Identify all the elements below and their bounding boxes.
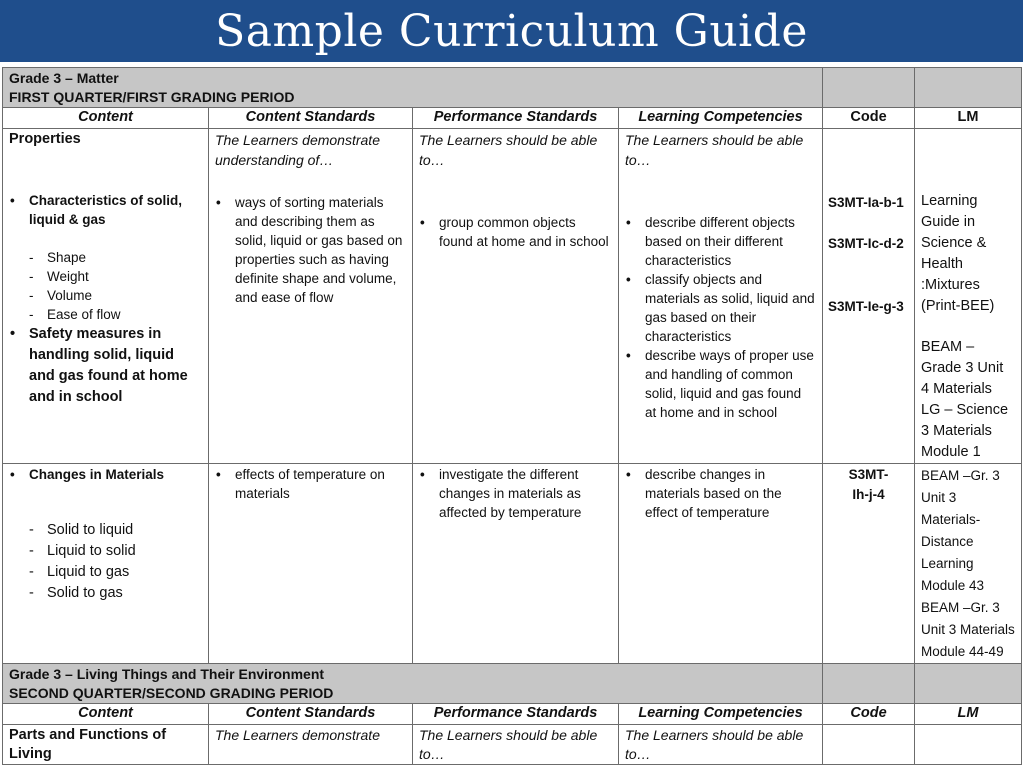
- properties-lc-intro: The Learners should be able to…: [625, 132, 804, 168]
- header-code: Code: [823, 108, 915, 129]
- sub-item-ease-of-flow: - Ease of flow: [29, 305, 202, 324]
- section1-header-row: [3, 108, 1022, 129]
- properties-bullet-safety: • Safety measures in handling solid, liquid and gas found at home and in school: [9, 324, 202, 408]
- code-ia-b-1: S3MT-Ia-b-1: [828, 195, 904, 210]
- page-title: Sample Curriculum Guide: [215, 5, 808, 57]
- properties-ps-item: • group common objects found at home and in school: [419, 213, 612, 251]
- properties-lm-1: Learning Guide in Science & Health :Mixtures (Print-BEE): [921, 193, 995, 314]
- changes-cs-item: • effects of temperature on materials: [215, 465, 406, 503]
- section2-grade-code-cell: [823, 664, 915, 704]
- properties-cs-intro: The Learners demonstrate understanding of…: [215, 132, 380, 168]
- changes-sub-list: [9, 520, 202, 604]
- header2-learning-competencies: Learning Competencies: [619, 704, 823, 725]
- header-performance-standards: Performance Standards: [413, 108, 619, 129]
- properties-cs-item: • ways of sorting materials and describing them as solid, liquid or gas based on properties such as having definite shape and volume, and ease of flow: [215, 193, 406, 307]
- section2-content-cell: Parts and Functions of Living: [3, 725, 209, 765]
- header-content: Content: [3, 108, 209, 129]
- header2-content: Content: [3, 704, 209, 725]
- section1-grade-cell: [3, 68, 823, 108]
- properties-title: Properties: [9, 131, 81, 147]
- changes-lm-cell: [915, 464, 1022, 664]
- header2-content-standards: Content Standards: [209, 704, 413, 725]
- sub-item-shape: - Shape: [29, 248, 202, 267]
- curriculum-table: [2, 67, 1022, 765]
- properties-content-cell: [3, 129, 209, 464]
- changes-cs-cell: [209, 464, 413, 664]
- properties-ps-cell: [413, 129, 619, 464]
- changes-content-cell: [3, 464, 209, 664]
- header-content-standards: Content Standards: [209, 108, 413, 129]
- section2-grade-lm-cell: [915, 664, 1022, 704]
- header2-performance-standards: Performance Standards: [413, 704, 619, 725]
- properties-sub-list: [9, 248, 202, 324]
- changes-bullet: • Changes in Materials: [9, 465, 202, 484]
- section2-lm-cell: [915, 725, 1022, 765]
- changes-lm-1: BEAM –Gr. 3 Unit 3 Materials-Distance Learning Module 43: [921, 468, 1000, 593]
- section1-grade: Grade 3 – Matter: [9, 70, 119, 86]
- properties-lc-cell: [619, 129, 823, 464]
- changes-ps-item: • investigate the different changes in materials as affected by temperature: [419, 465, 612, 522]
- sub-item-liquid-to-gas: - Liquid to gas: [29, 562, 202, 583]
- section1-grade-lm-cell: [915, 68, 1022, 108]
- section2-code-cell: [823, 725, 915, 765]
- sub-item-solid-to-liquid: - Solid to liquid: [29, 520, 202, 541]
- changes-row: [3, 464, 1022, 664]
- properties-lc-item-1: • describe different objects based on their different characteristics: [625, 213, 816, 270]
- changes-lc-item: • describe changes in materials based on the effect of temperature: [625, 465, 816, 522]
- sub-item-liquid-to-solid: - Liquid to solid: [29, 541, 202, 562]
- header-learning-competencies: Learning Competencies: [619, 108, 823, 129]
- title-banner: [0, 0, 1023, 62]
- section2-header-row: [3, 704, 1022, 725]
- section1-grade-code-cell: [823, 68, 915, 108]
- sub-item-weight: - Weight: [29, 267, 202, 286]
- sub-item-volume: - Volume: [29, 286, 202, 305]
- properties-ps-intro: The Learners should be able to…: [419, 132, 598, 168]
- properties-code-cell: [823, 129, 915, 464]
- section2-lc-cell: The Learners should be able to…: [619, 725, 823, 765]
- properties-lm-2: BEAM – Grade 3 Unit 4 Materials LG – Science 3 Materials Module 1: [921, 339, 1009, 460]
- section2-first-row: [3, 725, 1022, 765]
- code-ih-j-4: S3MT-Ih-j-4: [848, 467, 889, 502]
- section2-quarter: SECOND QUARTER/SECOND GRADING PERIOD: [9, 685, 334, 701]
- header-lm: LM: [915, 108, 1022, 129]
- header2-lm: LM: [915, 704, 1022, 725]
- section2-ps-cell: The Learners should be able to…: [413, 725, 619, 765]
- changes-lm-2: BEAM –Gr. 3 Unit 3 Materials Module 44-49: [921, 600, 1015, 659]
- properties-row: [3, 129, 1022, 464]
- properties-lc-item-3: • describe ways of proper use and handling of common solid, liquid and gas found at home and in school: [625, 346, 816, 422]
- section2-cs-cell: The Learners demonstrate: [209, 725, 413, 765]
- properties-lc-item-2: • classify objects and materials as solid, liquid and gas based on their characteristics: [625, 270, 816, 346]
- changes-code-cell: [823, 464, 915, 664]
- section2-grade-row: [3, 664, 1022, 704]
- section2-grade-cell: [3, 664, 823, 704]
- header2-code: Code: [823, 704, 915, 725]
- curriculum-table-container: [2, 67, 1021, 762]
- code-ic-d-2: S3MT-Ic-d-2: [828, 236, 904, 251]
- section1-grade-row: [3, 68, 1022, 108]
- properties-cs-cell: [209, 129, 413, 464]
- code-ie-g-3: S3MT-Ie-g-3: [828, 299, 904, 314]
- section1-quarter: FIRST QUARTER/FIRST GRADING PERIOD: [9, 89, 295, 105]
- section2-grade: Grade 3 – Living Things and Their Environment: [9, 666, 325, 682]
- changes-lc-cell: [619, 464, 823, 664]
- properties-lm-cell: [915, 129, 1022, 464]
- changes-ps-cell: [413, 464, 619, 664]
- properties-bullet-characteristics: • Characteristics of solid, liquid & gas: [9, 191, 202, 229]
- sub-item-solid-to-gas: - Solid to gas: [29, 583, 202, 604]
